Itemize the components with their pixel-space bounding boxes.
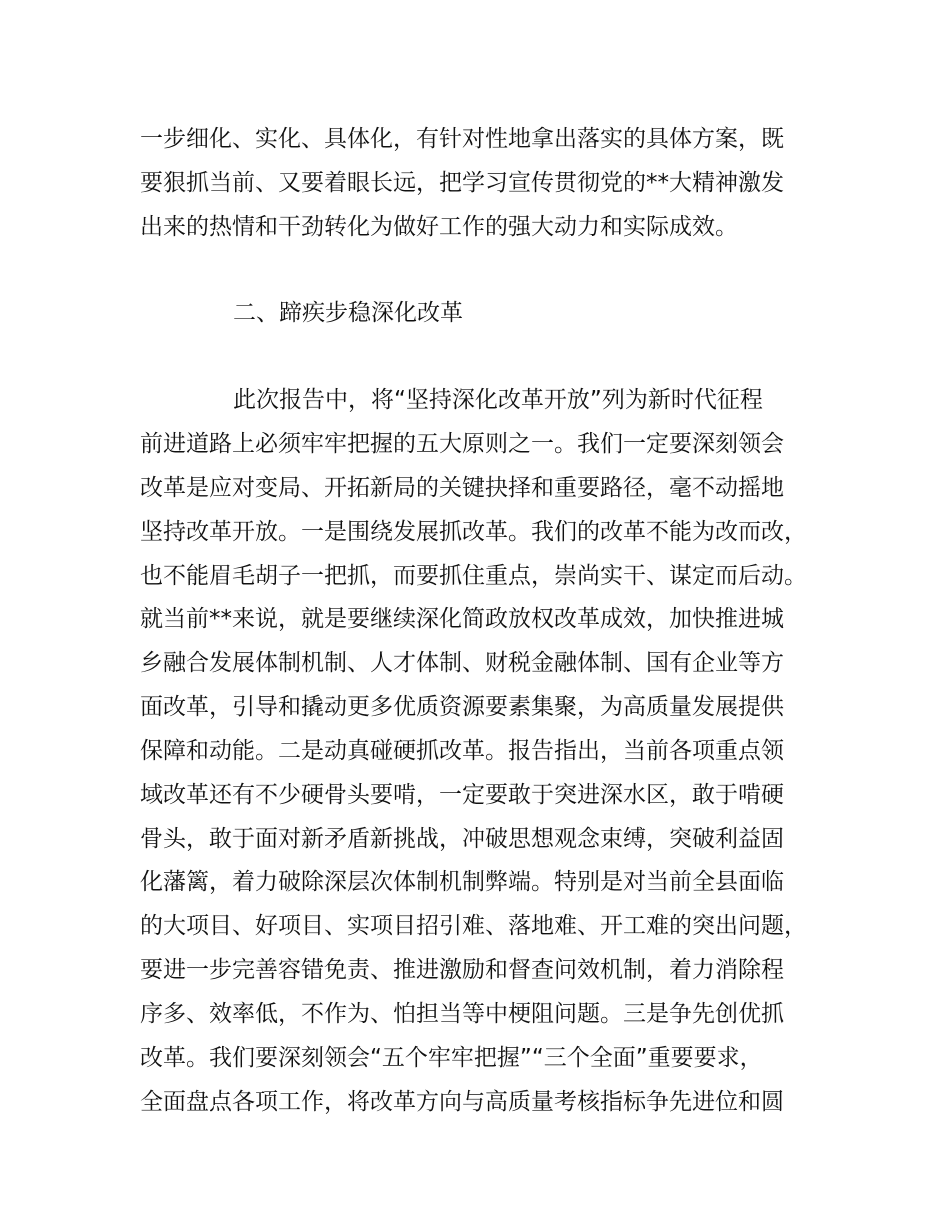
paragraph-line: 全面盘点各项工作，将改革方向与高质量考核指标争先进位和圆 xyxy=(140,1089,784,1115)
paragraph-line: 乡融合发展体制机制、人才体制、财税金融体制、国有企业等方 xyxy=(140,650,784,676)
paragraph-line: 此次报告中，将“坚持深化改革开放”列为新时代征程 xyxy=(233,387,763,413)
paragraph-line: 出来的热情和干劲转化为做好工作的强大动力和实际成效。 xyxy=(140,214,738,240)
paragraph-line: 骨头，敢于面对新矛盾新挑战，冲破思想观念束缚，突破利益固 xyxy=(140,826,784,852)
section-heading: 二、蹄疾步稳深化改革 xyxy=(233,300,463,326)
paragraph-line: 域改革还有不少硬骨头要啃，一定要敢于突进深水区，敢于啃硬 xyxy=(140,782,784,808)
paragraph-line: 化藩篱，着力破除深层次体制机制弊端。特别是对当前全县面临 xyxy=(140,869,784,895)
paragraph-line: 就当前**来说，就是要继续深化简政放权改革成效，加快推进城 xyxy=(140,606,784,632)
paragraph-line: 改革。我们要深刻领会“五个牢牢把握”“三个全面”重要要求， xyxy=(140,1045,763,1071)
paragraph-line: 也不能眉毛胡子一把抓，而要抓住重点，崇尚实干、谋定而后动。 xyxy=(140,563,807,589)
paragraph-line: 要狠抓当前、又要着眼长远，把学习宣传贯彻党的**大精神激发 xyxy=(140,170,784,196)
paragraph-line: 保障和动能。二是动真碰硬抓改革。报告指出，当前各项重点领 xyxy=(140,738,784,764)
paragraph-line: 要进一步完善容错免责、推进激励和督查问效机制，着力消除程 xyxy=(140,957,784,983)
paragraph-line: 面改革，引导和撬动更多优质资源要素集聚，为高质量发展提供 xyxy=(140,694,784,720)
paragraph-line: 一步细化、实化、具体化，有针对性地拿出落实的具体方案，既 xyxy=(140,126,784,152)
paragraph-line: 坚持改革开放。一是围绕发展抓改革。我们的改革不能为改而改， xyxy=(140,519,807,545)
paragraph-line: 改革是应对变局、开拓新局的关键抉择和重要路径，毫不动摇地 xyxy=(140,475,784,501)
paragraph-line: 的大项目、好项目、实项目招引难、落地难、开工难的突出问题， xyxy=(140,913,807,939)
paragraph-line: 前进道路上必须牢牢把握的五大原则之一。我们一定要深刻领会 xyxy=(140,431,784,457)
paragraph-line: 序多、效率低，不作为、怕担当等中梗阻问题。三是争先创优抓 xyxy=(140,1001,784,1027)
